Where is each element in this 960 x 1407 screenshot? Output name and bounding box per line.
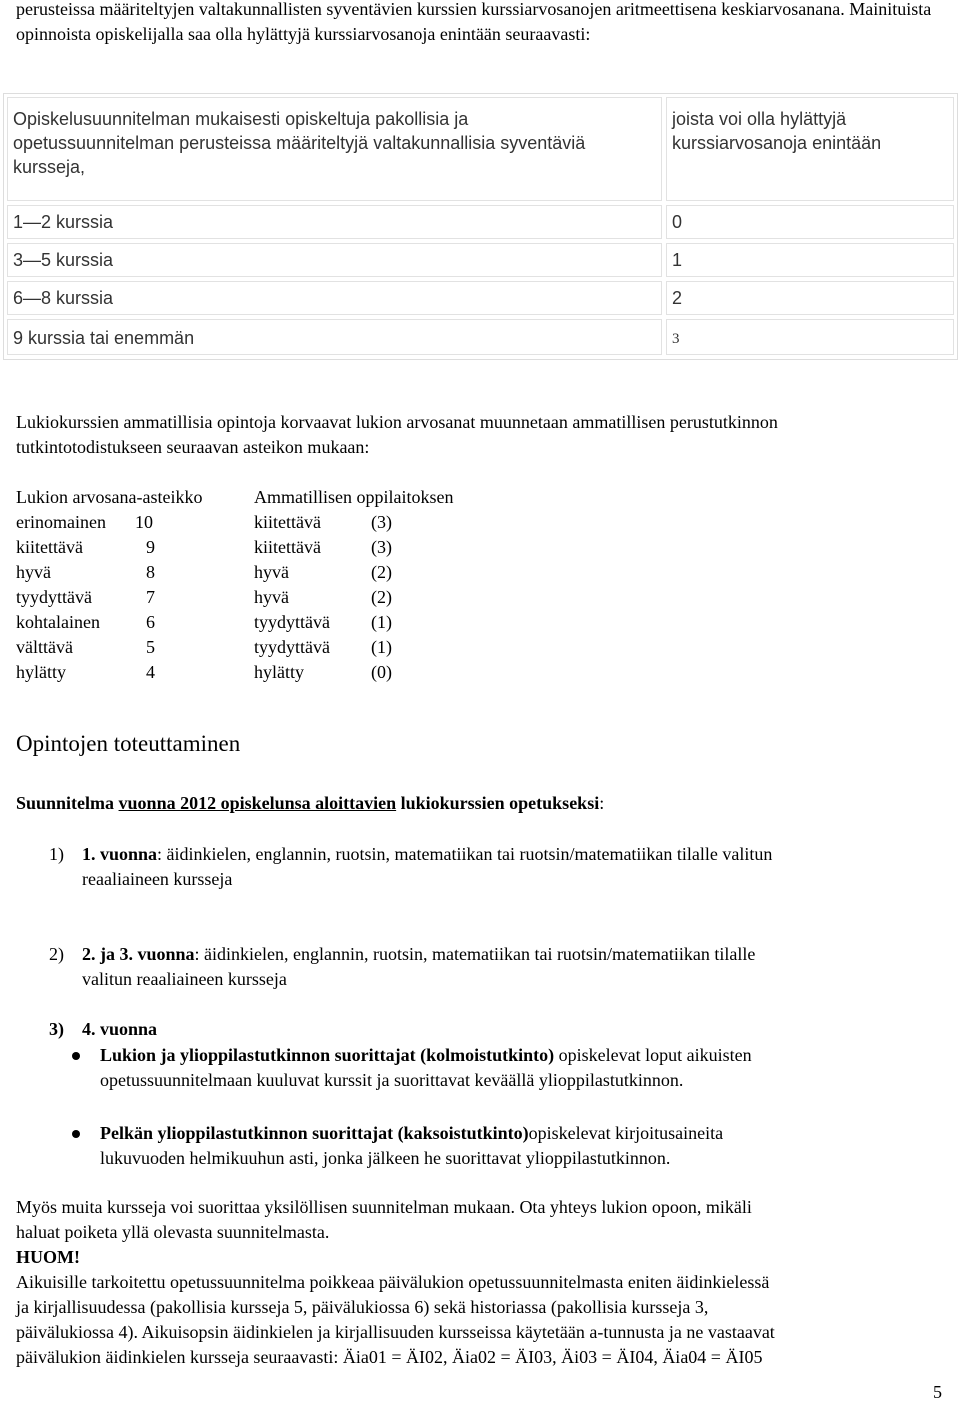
step-1-year: 1. vuonna — [82, 844, 158, 864]
max-cell: 0 — [672, 212, 683, 232]
bullet-1-line — [100, 1043, 752, 1068]
header-left-line: Opiskelusuunnitelman mukaisesti opiskeltuja pakollisia ja — [13, 109, 469, 129]
bullet-1-bold: Lukion ja ylioppilastutkinnon suorittajat (kolmoistutkinto) — [100, 1045, 555, 1065]
step-2-text: : äidinkielen, englannin, ruotsin, matematiikan tai ruotsin/matematiikan tilalle — [194, 944, 756, 964]
grades-col1-header: Lukion arvosana-asteikko — [16, 487, 203, 507]
header-right-line: joista voi olla hylättyjä — [672, 109, 847, 129]
grade-lukio: kiitettävä — [16, 537, 83, 557]
grade-amm-num: (3) — [371, 512, 392, 532]
plan-heading-part: lukiokurssien opetukseksi — [396, 793, 600, 813]
table-row — [666, 281, 954, 315]
grade-num: 5 — [146, 637, 155, 657]
step-1-line — [82, 842, 772, 867]
grade-amm: hylätty — [254, 662, 304, 682]
grades-col2-header: Ammatillisen oppilaitoksen — [254, 487, 454, 507]
step-number: 3) — [49, 1019, 64, 1039]
table-row — [666, 319, 954, 355]
courses-cell: 6—8 kurssia — [13, 288, 114, 308]
step-2-year: 2. ja 3. vuonna — [82, 944, 195, 964]
step-1-text: : äidinkielen, englannin, ruotsin, matematiikan tai ruotsin/matematiikan tilalle valitun — [157, 844, 773, 864]
table-header-right — [666, 97, 954, 201]
plan-heading-part: Suunnitelma — [16, 793, 119, 813]
grade-lukio: kohtalainen — [16, 612, 100, 632]
table-header-left — [7, 97, 662, 201]
bullet-icon — [72, 1052, 80, 1060]
table-row — [7, 205, 662, 239]
failed-grades-table — [3, 93, 958, 360]
grade-num: 6 — [146, 612, 155, 632]
grade-amm-num: (2) — [371, 587, 392, 607]
table-row — [666, 243, 954, 277]
conversion-intro-line: Lukiokurssien ammatillisia opintoja korvaavat lukion arvosanat muunnetaan ammatillisen perustutkinnon — [16, 412, 778, 432]
table-row — [666, 205, 954, 239]
intro-paragraph: perusteissa määriteltyjen valtakunnallisten syventävien kurssien kurssiarvosanojen aritmeettisena keskiarvosanana. Mainituista opinnoista opiskelijalla saa olla hylättyjä kurssiarvosanoja enintään seuraavasti: — [16, 0, 932, 44]
grade-amm-num: (0) — [371, 662, 392, 682]
grade-lukio: tyydyttävä — [16, 587, 92, 607]
closing-line: Aikuisille tarkoitettu opetussuunnitelma poikkeaa päivälukion opetussuunnitelmasta eniten äidinkielessä — [16, 1272, 770, 1292]
page-number: 5 — [933, 1382, 942, 1402]
closing-line: päivälukiossa 4). Aikuisopsin äidinkielen ja kirjallisuuden kursseissa käytetään a-tunnusta ja ne vastaavat — [16, 1322, 775, 1342]
table-row — [7, 319, 662, 355]
grade-amm: hyvä — [254, 587, 289, 607]
grade-amm-num: (2) — [371, 562, 392, 582]
grade-amm: kiitettävä — [254, 512, 321, 532]
conversion-intro-line: tutkintotodistukseen seuraavan asteikon mukaan: — [16, 437, 370, 457]
bullet-icon — [72, 1130, 80, 1138]
max-cell: 1 — [672, 250, 683, 270]
grade-amm-num: (1) — [371, 637, 392, 657]
bullet-2-line — [100, 1121, 723, 1146]
grade-amm: kiitettävä — [254, 537, 321, 557]
bullet-2-line2: lukuvuoden helmikuuhun asti, jonka jälkeen he suorittavat ylioppilastutkinnon. — [100, 1148, 671, 1168]
grade-amm: tyydyttävä — [254, 612, 330, 632]
plan-heading-underlined: vuonna 2012 opiskelunsa aloittavien — [118, 793, 397, 813]
closing-line: ja kirjallisuudessa (pakollisia kursseja 5, päivälukiossa 6) sekä historiassa (pakollisia kursseja 3, — [16, 1297, 709, 1317]
table-row — [7, 243, 662, 277]
section-title: Opintojen toteuttaminen — [16, 731, 241, 756]
grade-amm: tyydyttävä — [254, 637, 330, 657]
courses-cell: 1—2 kurssia — [13, 212, 114, 232]
max-cell: 2 — [672, 288, 683, 308]
bullet-2-bold: Pelkän ylioppilastutkinnon suorittajat (kaksoistutkinto) — [100, 1123, 529, 1143]
plan-heading — [16, 791, 604, 816]
closing-line: haluat poiketa yllä olevasta suunnitelmasta. — [16, 1222, 330, 1242]
grade-lukio: erinomainen — [16, 512, 106, 532]
max-cell: 3 — [672, 331, 680, 347]
step-3-year: 4. vuonna — [82, 1019, 158, 1039]
closing-line: päivälukion äidinkielen kursseja seuraavasti: Äia01 = ÄI02, Äia02 = ÄI03, Äi03 = ÄI04, Äia04 = ÄI05 — [16, 1347, 763, 1367]
courses-cell: 3—5 kurssia — [13, 250, 114, 270]
step-1-line2: reaaliaineen kursseja — [82, 869, 233, 889]
huom-label: HUOM! — [16, 1247, 80, 1267]
step-number: 2) — [49, 944, 64, 964]
courses-cell: 9 kurssia tai enemmän — [13, 328, 195, 348]
step-2-line2: valitun reaaliaineen kursseja — [82, 969, 287, 989]
bullet-2-text: opiskelevat kirjoitusaineita — [528, 1123, 724, 1143]
grade-num: 9 — [146, 537, 155, 557]
header-left-line: kursseja, — [13, 157, 86, 177]
bullet-1-line2: opetussuunnitelmaan kuuluvat kurssit ja suorittavat keväällä ylioppilastutkinnon. — [100, 1070, 684, 1090]
step-number: 1) — [49, 844, 64, 864]
grade-lukio: hylätty — [16, 662, 66, 682]
grade-amm-num: (3) — [371, 537, 392, 557]
grade-amm-num: (1) — [371, 612, 392, 632]
step-2-line — [82, 942, 755, 967]
grade-lukio: välttävä — [16, 637, 73, 657]
grade-lukio: hyvä — [16, 562, 51, 582]
header-left-line: opetussuunnitelman perusteissa määriteltyjä valtakunnallisia syventäviä — [13, 133, 586, 153]
table-row — [7, 281, 662, 315]
grade-num: 7 — [146, 587, 155, 607]
grade-num: 10 — [135, 512, 153, 532]
header-right-line: kurssiarvosanoja enintään — [672, 133, 882, 153]
grade-num: 8 — [146, 562, 155, 582]
grade-num: 4 — [146, 662, 155, 682]
bullet-1-text: opiskelevat loput aikuisten — [554, 1045, 752, 1065]
plan-heading-colon: : — [599, 793, 605, 813]
closing-line: Myös muita kursseja voi suorittaa yksilöllisen suunnitelman mukaan. Ota yhteys lukion opoon, mikäli — [16, 1197, 752, 1217]
grade-amm: hyvä — [254, 562, 289, 582]
